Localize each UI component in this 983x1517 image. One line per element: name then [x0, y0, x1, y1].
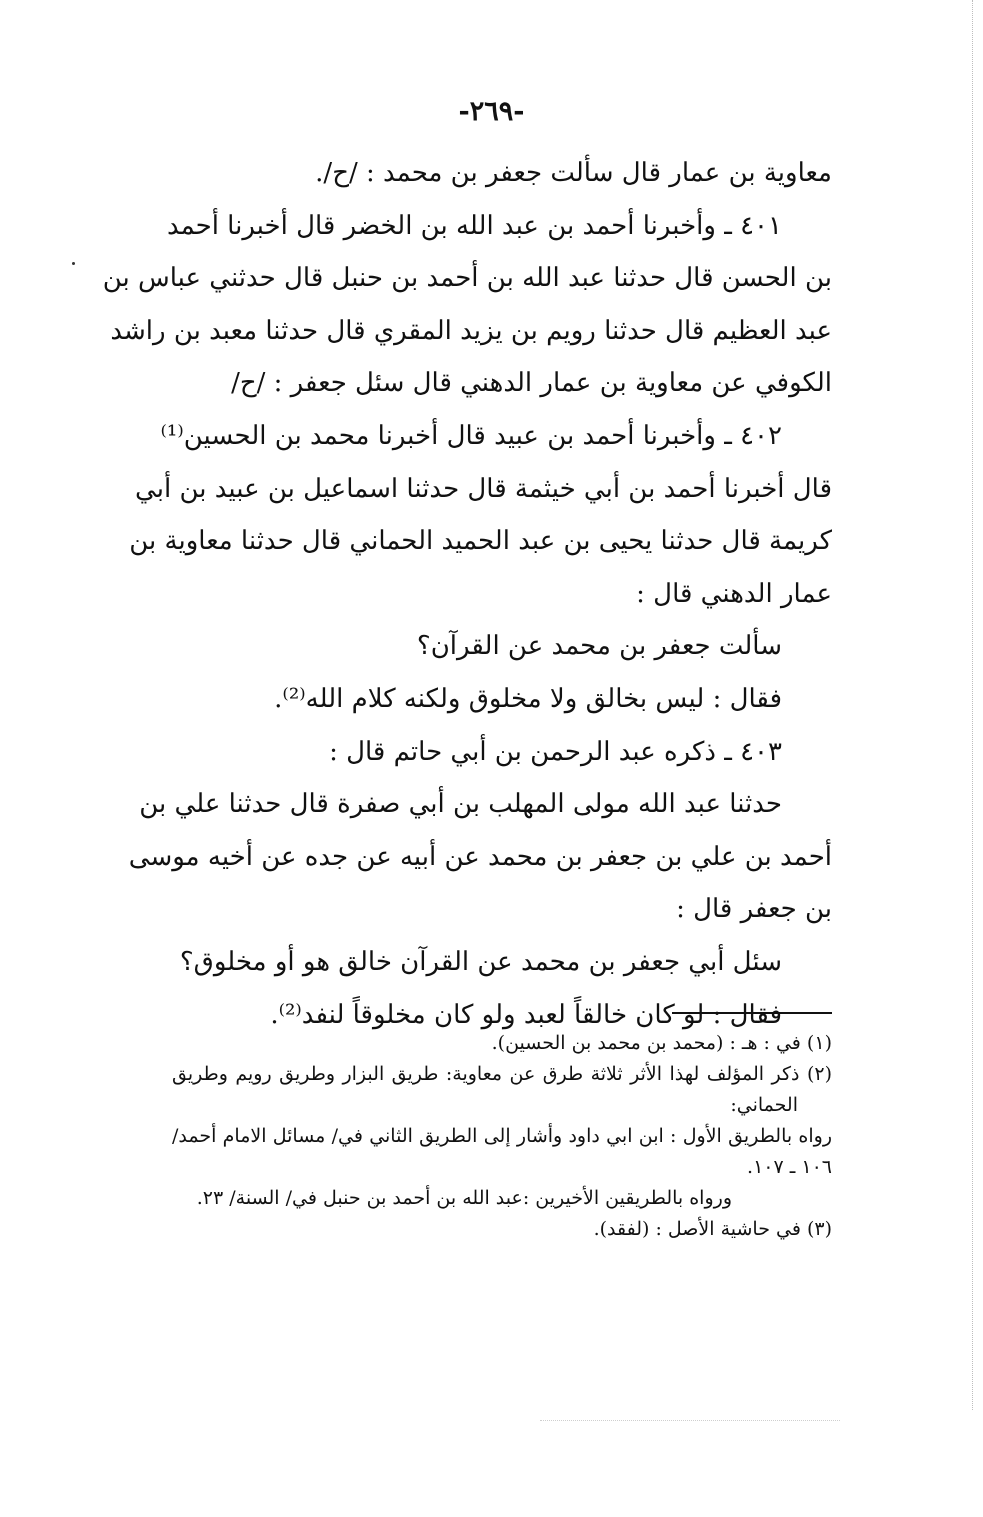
body-line-5: الكوفي عن معاوية بن عمار الدهني قال سئل جعفر : /ح/: [231, 368, 832, 399]
body-line-10: سألت جعفر بن محمد عن القرآن؟: [416, 631, 782, 662]
page-edge-dotted-line: [972, 0, 973, 1410]
body-line-3: بن الحسن قال حدثنا عبد الله بن أحمد بن حنبل قال حدثني عباس بن: [102, 263, 832, 294]
body-line-2: ٤٠١ ـ وأخبرنا أحمد بن عبد الله بن الخضر قال أخبرنا أحمد: [166, 210, 782, 241]
body-line-11: فقال : ليس بخالق ولا مخلوق ولكنه كلام الله⁽²⁾.: [274, 683, 782, 714]
body-line-7: قال أخبرنا أحمد بن أبي خيثمة قال حدثنا اسماعيل بن عبيد بن أبي: [135, 473, 832, 504]
body-line-4: عبد العظيم قال حدثنا رويم بن يزيد المقري قال حدثنا معبد بن راشد: [110, 315, 832, 346]
body-line-17: فقال : لو كان خالقاً لعبد ولو كان مخلوقاً لنفد⁽²⁾.: [270, 999, 782, 1030]
footnote-2-line-4: ١٠٦ ـ ١٠٧.: [747, 1156, 832, 1178]
bottom-dotted-artifact: [540, 1420, 840, 1421]
footnote-2-line-2: الحماني:: [730, 1094, 798, 1116]
body-line-16: سئل أبي جعفر بن محمد عن القرآن خالق هو أو مخلوق؟: [179, 946, 782, 977]
footnote-2-line-3: رواه بالطريق الأول : ابن ابي داود وأشار إلى الطريق الثاني في/ مسائل الامام أحمد/: [172, 1125, 832, 1147]
footnote-1: (١) في : هـ : (محمد بن محمد بن الحسين).: [491, 1032, 832, 1054]
body-line-12: ٤٠٣ ـ ذكره عبد الرحمن بن أبي حاتم قال :: [329, 736, 782, 767]
body-line-14: أحمد بن علي بن جعفر بن محمد عن أبيه عن جده عن أخيه موسى: [128, 841, 832, 872]
body-line-8: كريمة قال حدثنا يحيى بن عبد الحميد الحماني قال حدثنا معاوية بن: [129, 526, 832, 557]
body-line-13: حدثنا عبد الله مولى المهلب بن أبي صفرة قال حدثنا علي بن: [139, 789, 782, 820]
footnote-2-line-5: ورواه بالطريقين الأخيرين :عبد الله بن أحمد بن حنبل في/ السنة/ ٢٣.: [196, 1187, 732, 1209]
footnote-separator-rule: [672, 1012, 832, 1014]
body-line-15: بن جعفر قال :: [676, 894, 832, 925]
body-line-1: معاوية بن عمار قال سألت جعفر بن محمد : /ح/.: [315, 158, 832, 188]
body-text: [102, 147, 832, 1041]
body-line-6: ٤٠٢ ـ وأخبرنا أحمد بن عبيد قال أخبرنا محمد بن الحسين⁽¹⁾: [160, 420, 782, 451]
stray-dot-mark: [72, 262, 75, 265]
footnotes: [172, 1028, 832, 1245]
footnote-2-line-1: (٢) ذكر المؤلف لهذا الأثر ثلاثة طرق عن معاوية: طريق البزار وطريق رويم وطريق: [172, 1063, 832, 1085]
body-line-9: عمار الدهني قال :: [636, 578, 832, 609]
page-number: -٢٦٩-: [458, 96, 525, 127]
footnote-3: (٣) في حاشية الأصل : (لفقد).: [593, 1218, 832, 1240]
